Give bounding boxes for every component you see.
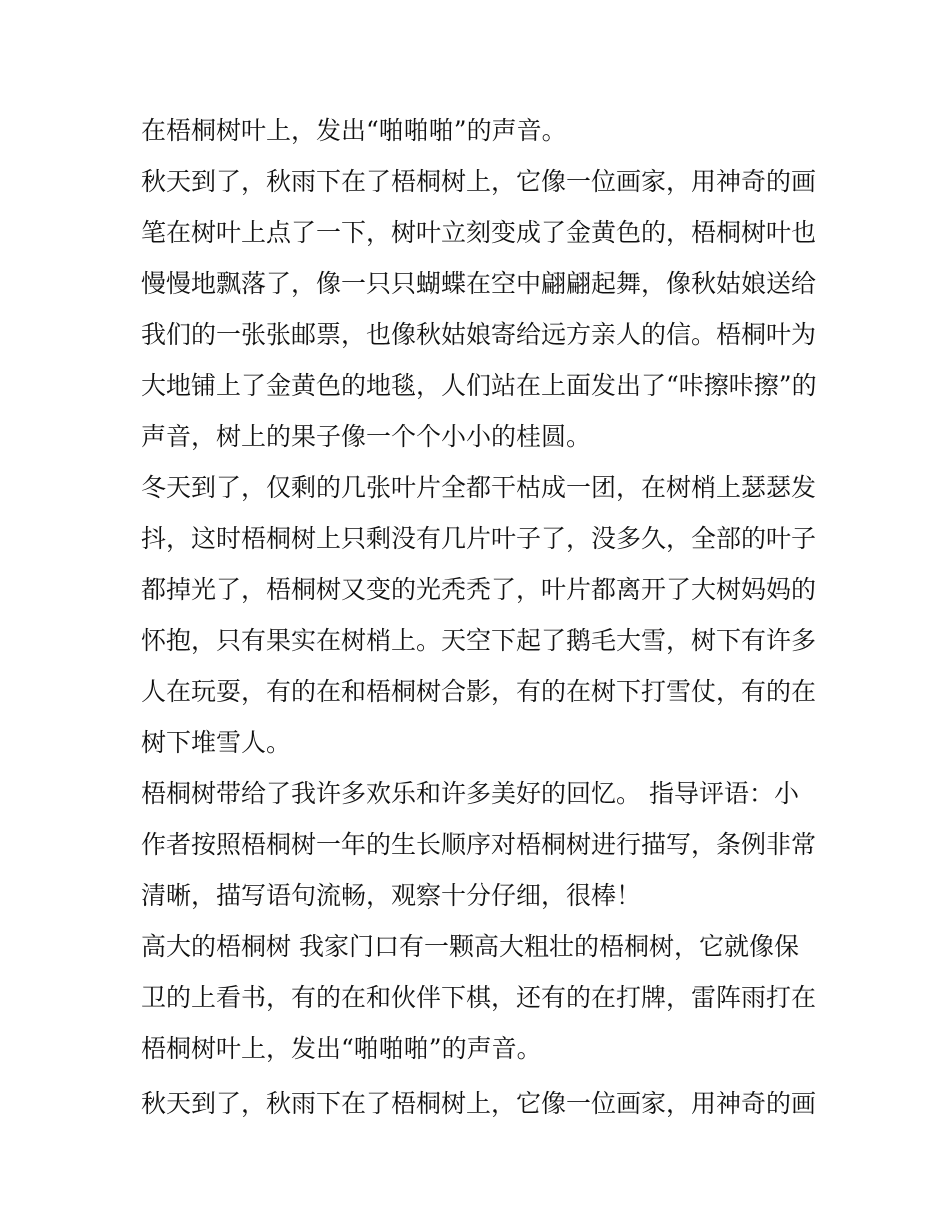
- text-line: 高大的梧桐树 我家门口有一颗高大粗壮的梧桐树，它就像保: [141, 932, 799, 961]
- document-body: [141, 105, 821, 1129]
- text-line: 声音，树上的果子像一个个小小的桂圆。: [141, 422, 592, 451]
- text-line: 梧桐树带给了我许多欢乐和许多美好的回忆。 指导评语：小: [141, 779, 799, 808]
- text-line: 都掉光了，梧桐树又变的光秃秃了，叶片都离开了大树妈妈的: [141, 575, 817, 604]
- text-line: 清晰，描写语句流畅，观察十分仔细，很棒！: [141, 881, 642, 910]
- text-line: 在梧桐树叶上，发出“啪啪啪”的声音。: [141, 116, 567, 145]
- text-line: 我们的一张张邮票，也像秋姑娘寄给远方亲人的信。梧桐叶为: [141, 320, 817, 349]
- text-line: 大地铺上了金黄色的地毯，人们站在上面发出了“咔擦咔擦”的: [141, 371, 817, 400]
- text-line: 秋天到了，秋雨下在了梧桐树上，它像一位画家，用神奇的画: [141, 167, 817, 196]
- text-line: 秋天到了，秋雨下在了梧桐树上，它像一位画家，用神奇的画: [141, 1089, 817, 1118]
- text-line: 冬天到了，仅剩的几张叶片全都干枯成一团，在树梢上瑟瑟发: [141, 473, 817, 502]
- text-line: 抖，这时梧桐树上只剩没有几片叶子了，没多久，全部的叶子: [141, 524, 817, 553]
- text-line: 怀抱，只有果实在树梢上。天空下起了鹅毛大雪，树下有许多: [141, 626, 817, 655]
- text-line: 笔在树叶上点了一下，树叶立刻变成了金黄色的，梧桐树叶也: [141, 218, 817, 247]
- text-line: 慢慢地飘落了，像一只只蝴蝶在空中翩翩起舞，像秋姑娘送给: [141, 269, 817, 298]
- text-line: 卫的上看书，有的在和伙伴下棋，还有的在打牌，雷阵雨打在: [141, 983, 817, 1012]
- text-line: 作者按照梧桐树一年的生长顺序对梧桐树进行描写，条例非常: [141, 830, 817, 859]
- text-line: 梧桐树叶上，发出“啪啪啪”的声音。: [141, 1034, 542, 1063]
- text-line: 树下堆雪人。: [141, 728, 292, 757]
- text-line: 人在玩耍，有的在和梧桐树合影，有的在树下打雪仗，有的在: [141, 677, 817, 706]
